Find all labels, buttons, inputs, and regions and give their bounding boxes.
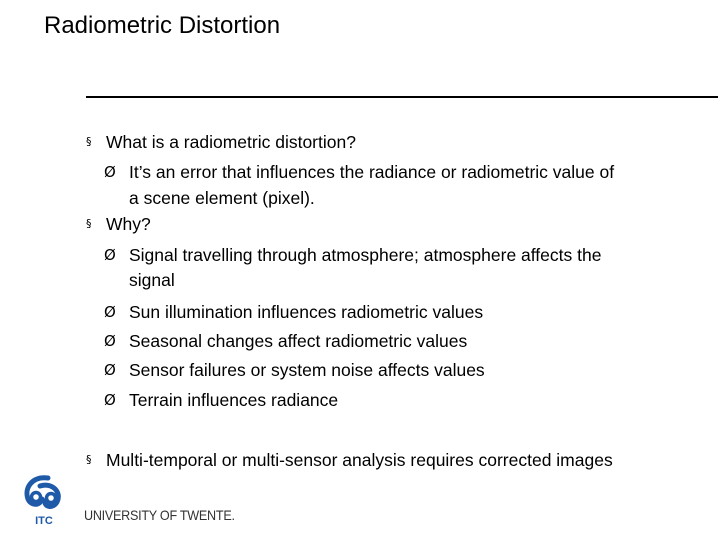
sub-bullet-continuation: a scene element (pixel). xyxy=(129,188,315,208)
bullet-item-conclusion xyxy=(86,449,613,471)
sub-bullet-item-reason xyxy=(104,359,485,381)
arrow-bullet-icon: Ø xyxy=(104,246,116,264)
bullet-item-why xyxy=(86,213,151,235)
sub-bullet-item-reason xyxy=(104,244,602,266)
square-bullet-icon: § xyxy=(86,453,92,466)
sub-bullet-text: Sun illumination influences radiometric values xyxy=(129,302,484,322)
slide-title: Radiometric Distortion xyxy=(44,12,281,39)
itc-logo-text: ITC xyxy=(35,515,53,527)
sub-bullet-continuation: signal xyxy=(129,270,175,290)
arrow-bullet-icon: Ø xyxy=(104,332,116,350)
arrow-bullet-icon: Ø xyxy=(104,303,116,321)
sub-bullet-item-reason xyxy=(104,330,468,352)
bullet-text: Multi-temporal or multi-sensor analysis requires corrected images xyxy=(106,450,613,470)
title-rule xyxy=(86,96,718,98)
sub-bullet-text: Seasonal changes affect radiometric values xyxy=(129,331,468,351)
bullet-item-question xyxy=(86,131,356,153)
arrow-bullet-icon: Ø xyxy=(104,163,116,181)
sub-bullet-text: Sensor failures or system noise affects values xyxy=(129,360,485,380)
sub-bullet-text: Terrain influences radiance xyxy=(129,390,339,410)
itc-swirl-icon xyxy=(27,478,58,507)
arrow-bullet-icon: Ø xyxy=(104,391,116,409)
square-bullet-icon: § xyxy=(86,135,92,148)
sub-bullet-text: Signal travelling through atmosphere; atmosphere affects the xyxy=(129,245,602,265)
university-name: UNIVERSITY OF TWENTE. xyxy=(84,507,235,523)
arrow-bullet-icon: Ø xyxy=(104,361,116,379)
sub-bullet-item-reason xyxy=(104,301,484,323)
sub-bullet-item-reason xyxy=(104,389,339,411)
bullet-text: What is a radiometric distortion? xyxy=(106,132,356,152)
sub-bullet-text: It’s an error that influences the radiance or radiometric value of xyxy=(129,162,615,182)
square-bullet-icon: § xyxy=(86,217,92,230)
itc-logo xyxy=(18,472,70,528)
sub-bullet-item-answer xyxy=(104,161,615,183)
bullet-text: Why? xyxy=(106,214,151,234)
